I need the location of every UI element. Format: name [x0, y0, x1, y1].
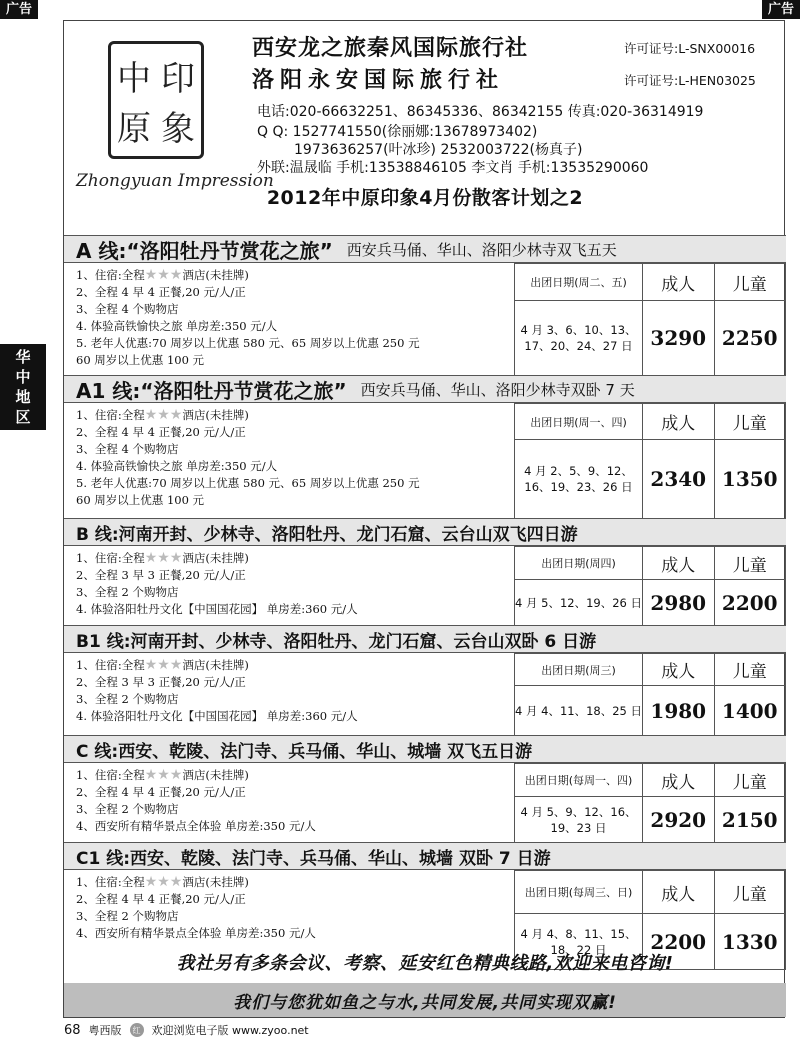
route-items: [76, 267, 516, 369]
agency-license: 许可证号:L-SNX00016: [624, 41, 756, 56]
route-items: [76, 767, 516, 835]
route-item: 3、全程 4 个购物店: [76, 302, 179, 316]
route-item-text: 1、住宿:全程: [76, 658, 145, 672]
star-rating-icon: ★★★: [144, 550, 183, 566]
route-title: C1 线:西安、乾陵、法门寺、兵马俑、华山、城墙 双卧 7 日游: [76, 848, 551, 869]
adult-label: 成人: [643, 654, 715, 686]
price-table: [514, 403, 786, 519]
price-table: [514, 263, 786, 376]
adult-price: 3290: [643, 301, 715, 376]
contact-phone: 电话:020-66632251、86345336、86342155 传真:020-36314919: [257, 104, 704, 120]
adult-price: 2340: [643, 440, 715, 519]
route-block: [64, 375, 786, 518]
route-item: 4、西安所有精华景点全体验 单房差:350 元/人: [76, 926, 316, 940]
departure-label: 出团日期(周四): [515, 547, 643, 580]
route-header: [64, 625, 786, 653]
ad-label-left: 广告: [0, 0, 38, 19]
departure-dates: 4 月 3、6、10、13、17、20、24、27 日: [515, 301, 643, 376]
route-title: B 线:河南开封、少林寺、洛阳牡丹、龙门石窟、云台山双飞四日游: [76, 524, 578, 545]
route-item-text: 1、住宿:全程: [76, 551, 145, 565]
page-number: 68: [64, 1022, 81, 1038]
route-item: 3、全程 4 个购物店: [76, 442, 179, 456]
contact-qq-more: 1973636257(叶冰珍) 2532003722(杨真子): [294, 142, 583, 158]
route-item: [76, 874, 516, 891]
adult-label: 成人: [643, 871, 715, 914]
edition-label: 粤西版: [88, 1024, 122, 1037]
route-items: [76, 407, 516, 509]
route-subtitle: 西安兵马俑、华山、洛阳少林寺双卧 7 天: [360, 380, 635, 399]
child-price: 2250: [714, 301, 786, 376]
route-header: [64, 518, 786, 546]
departure-dates: 4 月 4、8、11、15、18、22 日: [515, 914, 643, 970]
child-label: 儿童: [714, 871, 786, 914]
route-item: 4. 体验高铁愉快之旅 单房差:350 元/人: [76, 319, 278, 333]
route-item: 4. 体验洛阳牡丹文化【中国国花园】 单房差:360 元/人: [76, 709, 358, 723]
route-item: [76, 407, 516, 424]
route-body: [64, 763, 786, 842]
logo-seal: [108, 41, 204, 159]
price-table: [514, 653, 786, 736]
child-price: 2200: [714, 580, 786, 626]
route-header: [64, 842, 786, 870]
child-label: 儿童: [714, 764, 786, 797]
route-item: 5. 老年人优惠:70 周岁以上优惠 580 元、65 周岁以上优惠 250 元: [76, 336, 420, 350]
contact-qq: Q Q: 1527741550(徐丽娜:13678973402): [257, 124, 538, 140]
route-title: A1 线:“洛阳牡丹节赏花之旅”: [76, 378, 347, 403]
agency-license: 许可证号:L-HEN03025: [624, 73, 756, 88]
star-rating-icon: ★★★: [144, 267, 183, 283]
ad-label-right: 广告: [762, 0, 800, 19]
star-rating-icon: ★★★: [144, 657, 183, 673]
star-rating-icon: ★★★: [144, 767, 183, 783]
route-title: A 线:“洛阳牡丹节赏花之旅”: [76, 238, 333, 263]
logo-glyph: 印: [161, 58, 195, 99]
adult-label: 成人: [643, 764, 715, 797]
route-header: [64, 735, 786, 763]
route-item-text: 酒店(未挂牌): [182, 551, 249, 565]
route-item: 2、全程 4 早 4 正餐,20 元/人/正: [76, 285, 246, 299]
star-rating-icon: ★★★: [144, 874, 183, 890]
agency-name: 洛阳永安国际旅行社: [252, 68, 505, 93]
route-item: 5. 老年人优惠:70 周岁以上优惠 580 元、65 周岁以上优惠 250 元: [76, 476, 420, 490]
departure-dates: 4 月 4、11、18、25 日: [515, 686, 643, 736]
region-side-tab: [0, 344, 46, 430]
logo-glyph: 原: [117, 108, 151, 149]
contact-liaison: 外联:温晟临 手机:13538846105 李文肖 手机:13535290060: [257, 160, 649, 176]
route-title: C 线:西安、乾陵、法门寺、兵马俑、华山、城墙 双飞五日游: [76, 741, 533, 762]
route-item: 4、西安所有精华景点全体验 单房差:350 元/人: [76, 819, 316, 833]
route-item: 3、全程 2 个购物店: [76, 692, 179, 706]
route-item-text: 酒店(未挂牌): [182, 408, 249, 422]
adult-label: 成人: [643, 404, 715, 440]
price-table: [514, 763, 786, 843]
route-item: 2、全程 4 早 4 正餐,20 元/人/正: [76, 425, 246, 439]
side-tab-char: 地: [15, 388, 31, 406]
route-body: [64, 546, 786, 625]
agency-name: 西安龙之旅秦风国际旅行社: [252, 36, 529, 61]
departure-dates: 4 月 2、5、9、12、16、19、23、26 日: [515, 440, 643, 519]
logo-caption: Zhongyuan Impression: [76, 171, 274, 191]
price-table: [514, 546, 786, 626]
adult-price: 2920: [643, 797, 715, 843]
slogan-text: 我们与您犹如鱼之与水,共同发展,共同实现双赢!: [233, 992, 617, 1013]
route-block: [64, 625, 786, 735]
route-item: [76, 657, 516, 674]
route-item-text: 1、住宿:全程: [76, 408, 145, 422]
route-item: 3、全程 2 个购物店: [76, 909, 179, 923]
departure-dates: 4 月 5、9、12、16、19、23 日: [515, 797, 643, 843]
adult-price: 2980: [643, 580, 715, 626]
route-body: [64, 263, 786, 375]
child-label: 儿童: [714, 404, 786, 440]
route-item: 4. 体验高铁愉快之旅 单房差:350 元/人: [76, 459, 278, 473]
departure-label: 出团日期(周三): [515, 654, 643, 686]
footer-banner: 我社另有多条会议、考察、延安红色精典线路,欢迎来电咨询!: [176, 953, 674, 974]
route-item: [76, 767, 516, 784]
route-body: [64, 653, 786, 735]
route-item-text: 酒店(未挂牌): [182, 658, 249, 672]
page-footer: [64, 1022, 309, 1038]
child-label: 儿童: [714, 654, 786, 686]
route-header: [64, 375, 786, 403]
slogan-bar: [64, 983, 786, 1017]
side-tab-char: 华: [15, 348, 31, 366]
logo-glyph: 象: [161, 108, 195, 149]
route-header: [64, 235, 786, 263]
adult-label: 成人: [643, 264, 715, 301]
route-item-text: 酒店(未挂牌): [182, 875, 249, 889]
route-item: 3、全程 2 个购物店: [76, 585, 179, 599]
route-item: 60 周岁以上优惠 100 元: [76, 353, 205, 367]
ad-page: [63, 20, 785, 1018]
route-items: [76, 874, 516, 942]
departure-label: 出团日期(每周一、四): [515, 764, 643, 797]
side-tab-char: 中: [15, 368, 31, 386]
logo-glyph: 中: [117, 58, 151, 99]
edition-badge-icon: 红: [130, 1023, 144, 1037]
route-item: 2、全程 4 早 4 正餐,20 元/人/正: [76, 785, 246, 799]
route-block: [64, 518, 786, 625]
side-tab-char: 区: [15, 408, 31, 426]
departure-label: 出团日期(周二、五): [515, 264, 643, 301]
route-item-text: 1、住宿:全程: [76, 875, 145, 889]
route-subtitle: 西安兵马俑、华山、洛阳少林寺双飞五天: [346, 240, 617, 259]
route-body: [64, 403, 786, 518]
child-price: 1350: [714, 440, 786, 519]
child-price: 1330: [714, 914, 786, 970]
route-block: [64, 735, 786, 842]
child-label: 儿童: [714, 547, 786, 580]
route-block: [64, 235, 786, 375]
departure-dates: 4 月 5、12、19、26 日: [515, 580, 643, 626]
route-item: 2、全程 3 早 3 正餐,20 元/人/正: [76, 675, 246, 689]
child-price: 1400: [714, 686, 786, 736]
route-items: [76, 550, 516, 618]
route-item-text: 1、住宿:全程: [76, 268, 145, 282]
route-item: [76, 267, 516, 284]
route-item: 2、全程 4 早 4 正餐,20 元/人/正: [76, 892, 246, 906]
adult-price: 1980: [643, 686, 715, 736]
child-label: 儿童: [714, 264, 786, 301]
child-price: 2150: [714, 797, 786, 843]
route-title: B1 线:河南开封、少林寺、洛阳牡丹、龙门石窟、云台山双卧 6 日游: [76, 631, 597, 652]
departure-label: 出团日期(每周三、日): [515, 871, 643, 914]
route-item: [76, 550, 516, 567]
departure-label: 出团日期(周一、四): [515, 404, 643, 440]
route-item: 60 周岁以上优惠 100 元: [76, 493, 205, 507]
route-items: [76, 657, 516, 725]
route-item: 3、全程 2 个购物店: [76, 802, 179, 816]
route-item: 2、全程 3 早 3 正餐,20 元/人/正: [76, 568, 246, 582]
star-rating-icon: ★★★: [144, 407, 183, 423]
adult-price: 2200: [643, 914, 715, 970]
route-item-text: 酒店(未挂牌): [182, 268, 249, 282]
route-item-text: 酒店(未挂牌): [182, 768, 249, 782]
route-item: 4. 体验洛阳牡丹文化【中国国花园】 单房差:360 元/人: [76, 602, 358, 616]
adult-label: 成人: [643, 547, 715, 580]
plan-title: 2012年中原印象4月份散客计划之2: [266, 187, 584, 209]
route-item-text: 1、住宿:全程: [76, 768, 145, 782]
footer-website: 欢迎浏览电子版 www.zyoo.net: [151, 1024, 309, 1037]
